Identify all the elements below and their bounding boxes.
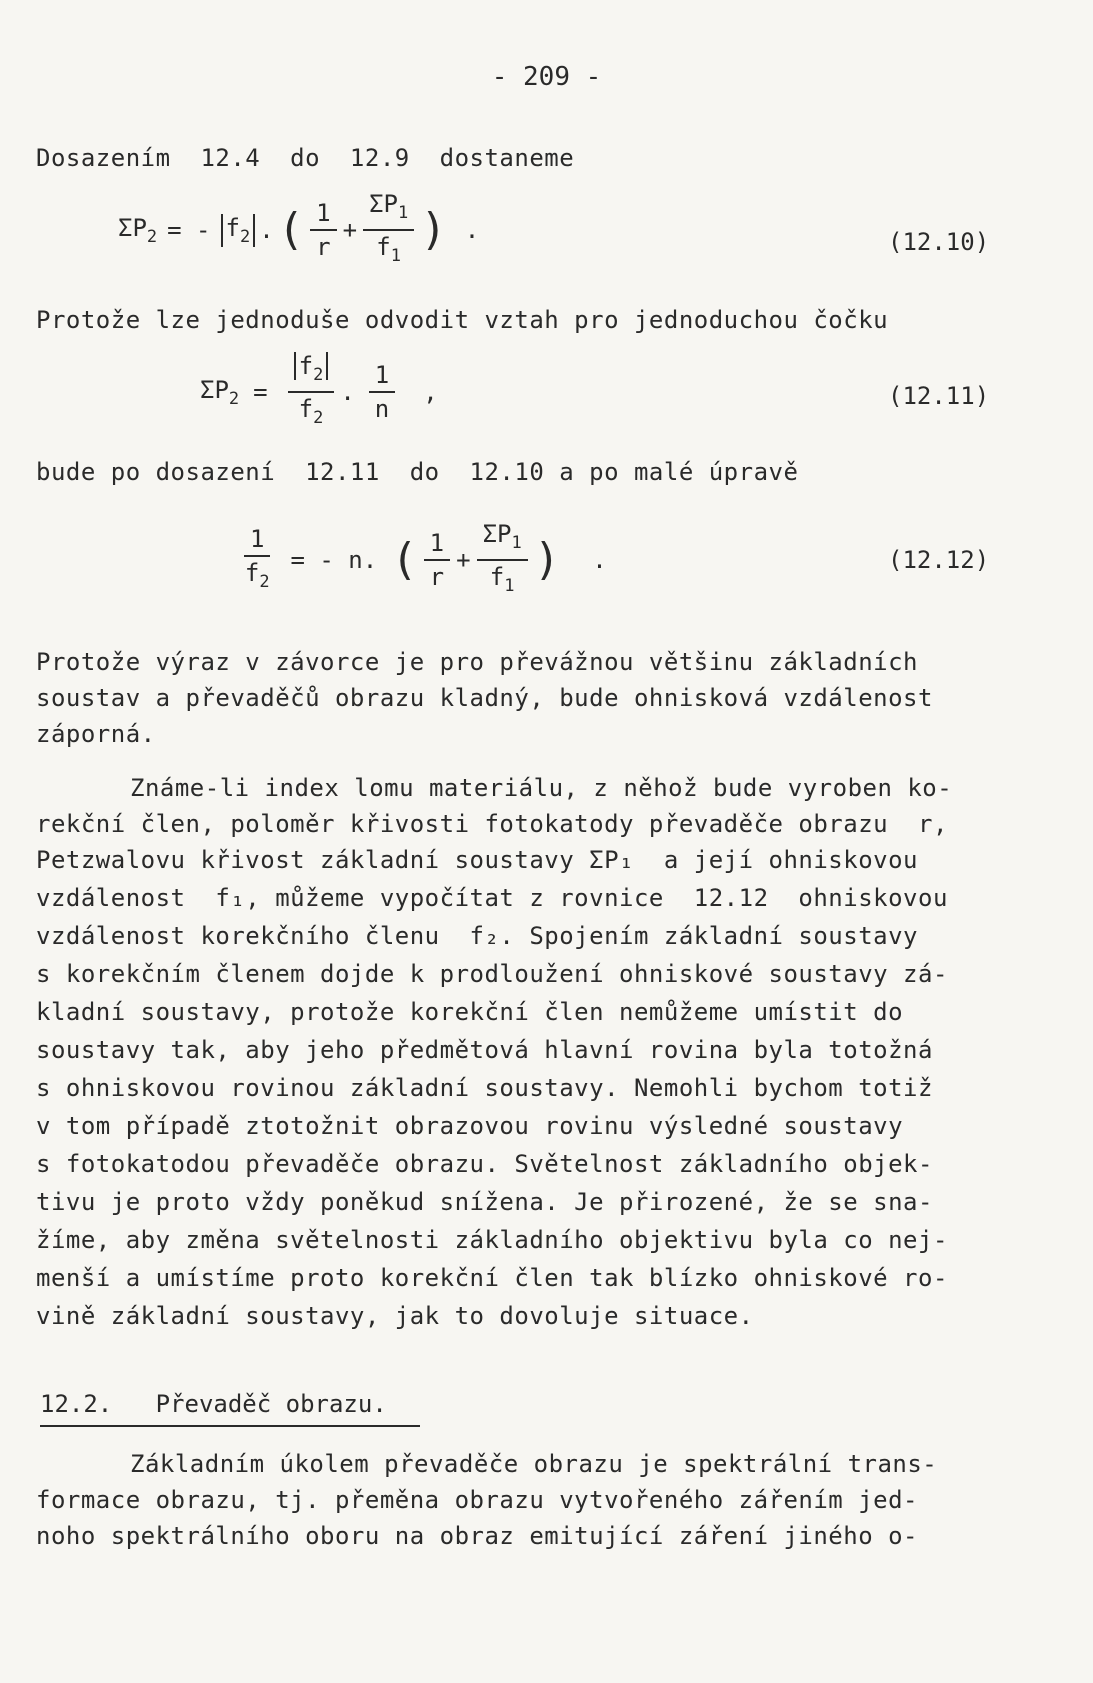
text-line: rekční člen, poloměr křivosti fotokatody převaděče obrazu r,	[36, 810, 948, 838]
text-line: Základním úkolem převaděče obrazu je spektrální trans-	[130, 1450, 938, 1478]
eq3-rparen: )	[533, 534, 561, 585]
eq3-plus: +	[456, 546, 471, 574]
heading-underline	[40, 1425, 420, 1427]
eq3-frac1: $\frac{1}{r}$	[424, 529, 450, 591]
eq1-dot: .	[259, 216, 274, 244]
section-heading: 12.2. Převaděč obrazu.	[40, 1390, 387, 1418]
equation-12-11	[200, 352, 438, 432]
eq1-plus: +	[342, 216, 358, 244]
equation-number-12-10: (12.10)	[888, 228, 990, 256]
eq3-lhs: $\frac{1}{f_2}$	[244, 524, 270, 592]
text-line: s ohniskovou rovinou základní soustavy. Nemohli bychom totiž	[36, 1074, 933, 1102]
equation-12-10	[118, 190, 479, 270]
eq3-op: = - n.	[290, 546, 378, 574]
text-line: vzdálenost korekčního členu f₂. Spojením základní soustavy	[36, 922, 919, 950]
line-2: Protože lze jednoduše odvodit vztah pro jednoduchou čočku	[36, 306, 889, 334]
text-line: s korekčním členem dojde k prodloužení ohniskové soustavy zá-	[36, 960, 948, 988]
eq2-frac2: $\frac{1}{n}$	[369, 361, 395, 423]
text-line: vině základní soustavy, jak to dovoluje situace.	[36, 1302, 754, 1330]
eq1-frac1: $\frac{1}{r}$	[310, 199, 336, 261]
text-line: formace obrazu, tj. přeměna obrazu vytvořeného zářením jed-	[36, 1486, 919, 1514]
text-line: vzdálenost f₁, můžeme vypočítat z rovnice 12.12 ohniskovou	[36, 884, 948, 912]
eq1-lparen: (	[277, 204, 305, 255]
text-line: žíme, aby změna světelnosti základního objektivu byla co nej-	[36, 1226, 948, 1254]
text-line: záporná.	[36, 720, 156, 748]
eq3-lparen: (	[391, 534, 418, 585]
text-line: tivu je proto vždy poněkud snížena. Je přirozené, že se sna-	[36, 1188, 933, 1216]
text-line: Známe-li index lomu materiálu, z něhož bude vyroben ko-	[130, 774, 953, 802]
equation-12-12	[238, 520, 607, 600]
intro-line: Dosazením 12.4 do 12.9 dostaneme	[36, 144, 575, 172]
eq2-frac1: $\frac{f_2}{f_2}$	[288, 352, 335, 432]
text-line: v tom případě ztotožnit obrazovou rovinu výsledné soustavy	[36, 1112, 904, 1140]
eq3-end: .	[592, 546, 607, 574]
page-number: - 209 -	[491, 62, 602, 92]
eq1-rparen: )	[420, 204, 447, 255]
eq2-lhs: $\Sigma P_2$	[200, 375, 240, 409]
text-line: Petzwalovu křivost základní soustavy ΣP₁ a její ohniskovou	[36, 846, 919, 874]
eq3-frac2: $\frac{\Sigma P_1}{f_1}$	[477, 520, 528, 600]
eq1-lhs: $\Sigma P_2$	[118, 213, 158, 247]
text-line: s fotokatodou převaděče obrazu. Světelnost základního objek-	[36, 1150, 933, 1178]
eq2-op: =	[253, 378, 268, 406]
text-line: Protože výraz v závorce je pro převážnou většinu základních	[36, 648, 919, 676]
eq1-abs: $f_2$	[221, 214, 256, 247]
eq2-end: ,	[423, 378, 438, 406]
text-line: soustav a převaděčů obrazu kladný, bude ohnisková vzdálenost	[36, 684, 933, 712]
eq2-dot: .	[340, 378, 355, 406]
eq1-frac2: $\frac{\Sigma P_1}{f_1}$	[363, 190, 414, 270]
equation-number-12-11: (12.11)	[888, 382, 990, 410]
text-line: menší a umístíme proto korekční člen tak blízko ohniskové ro-	[36, 1264, 948, 1292]
equation-number-12-12: (12.12)	[888, 546, 990, 574]
eq1-op: = -	[167, 216, 211, 244]
text-line: soustavy tak, aby jeho předmětová hlavní rovina byla totožná	[36, 1036, 933, 1064]
text-line: kladní soustavy, protože korekční člen nemůžeme umístit do	[36, 998, 904, 1026]
line-3: bude po dosazení 12.11 do 12.10 a po malé úpravě	[36, 458, 799, 486]
eq1-end: .	[464, 216, 480, 244]
text-line: noho spektrálního oboru na obraz emitující záření jiného o-	[36, 1522, 919, 1550]
